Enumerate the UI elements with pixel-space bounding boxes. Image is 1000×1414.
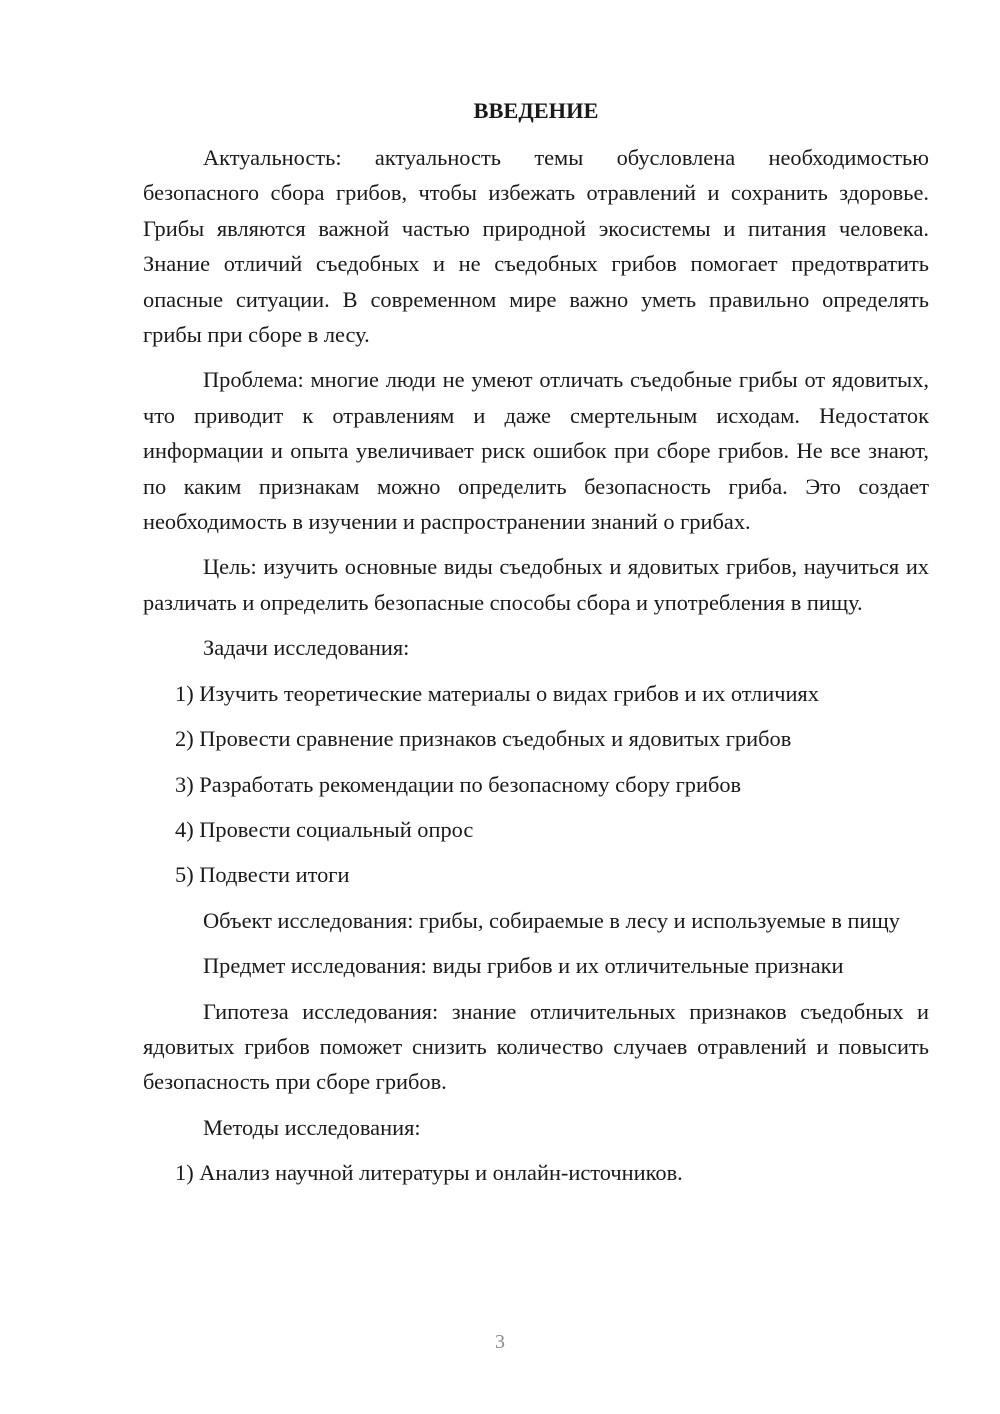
paragraph-object: Объект исследования: грибы, собираемые в лесу и используемые в пищу [203, 907, 900, 933]
task-item-5: 5) Подвести итоги [175, 862, 350, 888]
paragraph-relevance: Актуальность: актуальность темы обусловлена необходимостью безопасного сбора грибов, чтобы избежать отравлений и сохранить здоровье. Грибы являются важной частью природной экосистемы и питания человека. Знание отличий съедобных и не съедобных грибов помогает предотвратить опасные ситуации. В современном мире важно уметь правильно определять грибы при сборе в лесу. [143, 145, 929, 348]
paragraph-goal: Цель: изучить основные виды съедобных и ядовитых грибов, научиться их различать и определить безопасные способы сбора и употребления в пищу. [143, 554, 929, 615]
paragraph-problem: Проблема: многие люди не умеют отличать съедобные грибы от ядовитых, что приводит к отравлениям и даже смертельным исходам. Недостаток информации и опыта увеличивает риск ошибок при сборе грибов. Не все знают, по каким признакам можно определить безопасность гриба. Это создает необходимость в изучении и распространении знаний о грибах. [143, 367, 929, 535]
page-number: 3 [495, 1331, 505, 1353]
task-item-1: 1) Изучить теоретические материалы о видах грибов и их отличиях [175, 680, 819, 706]
task-item-2: 2) Провести сравнение признаков съедобных и ядовитых грибов [175, 726, 792, 752]
paragraph-subject: Предмет исследования: виды грибов и их отличительные признаки [203, 953, 844, 979]
section-title: ВВЕДЕНИЕ [473, 98, 599, 123]
tasks-heading: Задачи исследования: [203, 635, 410, 661]
method-item-1: 1) Анализ научной литературы и онлайн-источников. [175, 1160, 683, 1186]
task-item-4: 4) Провести социальный опрос [175, 816, 474, 842]
paragraph-hypothesis: Гипотеза исследования: знание отличительных признаков съедобных и ядовитых грибов поможет снизить количество случаев отравлений и повысить безопасность при сборе грибов. [143, 998, 929, 1095]
page-content [143, 93, 929, 1201]
task-item-3: 3) Разработать рекомендации по безопасному сбору грибов [175, 771, 742, 797]
methods-heading: Методы исследования: [203, 1114, 421, 1140]
